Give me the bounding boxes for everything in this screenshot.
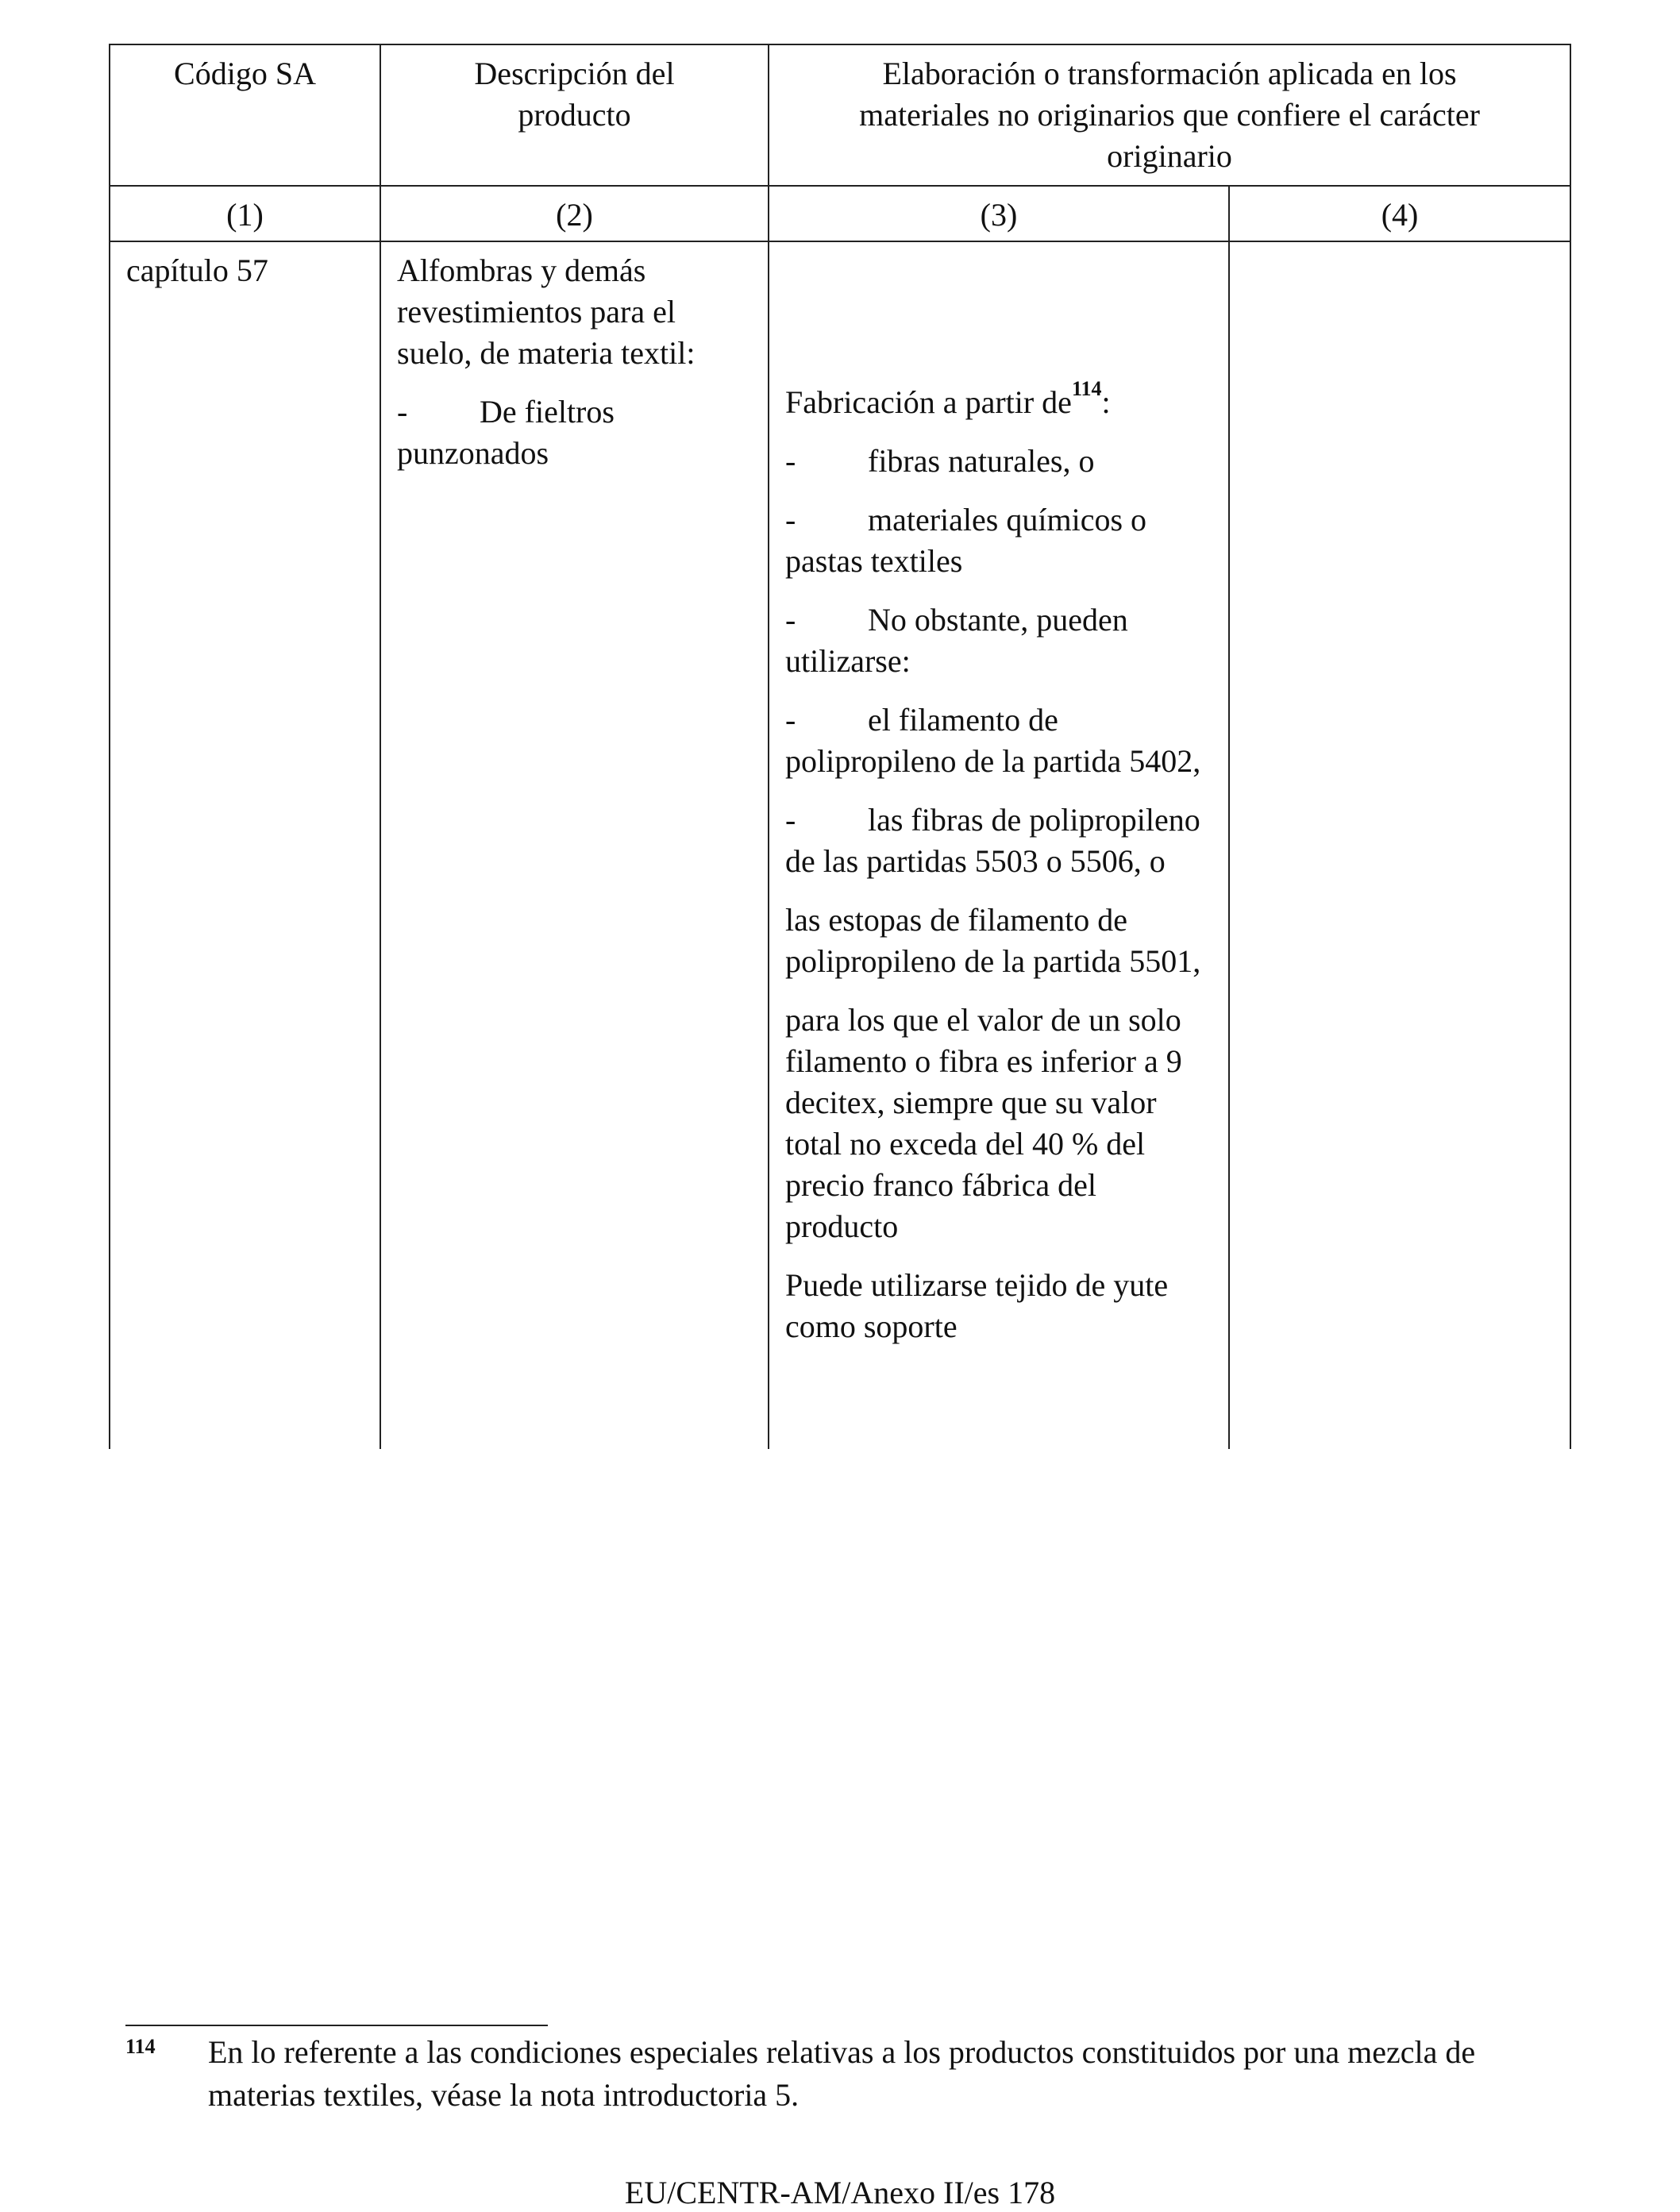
working-item-dash: - xyxy=(785,443,796,479)
working-intro-text: Fabricación a partir de xyxy=(785,384,1072,420)
working-intro-colon: : xyxy=(1101,384,1111,420)
working-item-dash: - xyxy=(785,702,796,738)
column-number-row xyxy=(110,186,1570,241)
working-intro xyxy=(785,377,1212,423)
working-item xyxy=(785,699,1212,782)
column-number-4: (4) xyxy=(1229,186,1570,241)
table-header-row xyxy=(110,44,1570,186)
description-item-text: De fieltros punzonados xyxy=(397,394,615,471)
column-number-2: (2) xyxy=(380,186,769,241)
rules-table xyxy=(109,44,1571,1449)
cell-working xyxy=(769,241,1229,1449)
footnote-text: En lo referente a las condiciones especiales relativas a los productos constituidos por una mezcla de materias textiles, véase la nota introductoria 5. xyxy=(208,2034,1476,2113)
footnote-reference: 114 xyxy=(1071,377,1102,400)
working-item xyxy=(785,800,1212,882)
column-number-3: (3) xyxy=(769,186,1229,241)
footnote-divider xyxy=(125,2025,548,2026)
working-item xyxy=(785,441,1212,482)
working-paragraph: para los que el valor de un solo filamento o fibra es inferior a 9 decitex, siempre que su valor total no exceda del 40 % del precio franco fábrica del producto xyxy=(785,1002,1182,1244)
cell-column-4 xyxy=(1229,241,1570,1449)
header-hs-code: Código SA xyxy=(110,44,380,186)
page-footer-reference: EU/CENTR-AM/Anexo II/es 178 xyxy=(624,2175,1056,2210)
column-number-1: (1) xyxy=(110,186,380,241)
working-item-text: el filamento de polipropileno de la partida 5402, xyxy=(785,702,1201,779)
working-item xyxy=(785,599,1212,682)
cell-hs-code xyxy=(110,241,380,1449)
working-item-dash: - xyxy=(785,802,796,838)
cell-description xyxy=(380,241,769,1449)
description-intro: Alfombras y demás revestimientos para el suelo, de materia textil: xyxy=(397,252,696,371)
working-item-dash: - xyxy=(785,602,796,638)
header-description: Descripción del producto xyxy=(380,44,769,186)
working-item-text: fibras naturales, o xyxy=(868,443,1095,479)
working-item-dash: - xyxy=(785,502,796,538)
working-item-text: las fibras de polipropileno de las partidas 5503 o 5506, o xyxy=(785,802,1200,879)
table-row xyxy=(110,241,1570,1449)
working-paragraph: Puede utilizarse tejido de yute como soporte xyxy=(785,1267,1169,1344)
hs-code-text: capítulo 57 xyxy=(126,252,268,288)
working-item xyxy=(785,499,1212,582)
header-working: Elaboración o transformación aplicada en los materiales no originarios que confiere el carácter originario xyxy=(769,44,1570,186)
description-item xyxy=(397,391,752,474)
working-item-text: No obstante, pueden utilizarse: xyxy=(785,602,1128,679)
working-item-text: materiales químicos o pastas textiles xyxy=(785,502,1147,579)
description-dash: - xyxy=(397,394,408,430)
footnote-mark: 114 xyxy=(125,2035,156,2058)
working-paragraph: las estopas de filamento de polipropileno de la partida 5501, xyxy=(785,902,1201,979)
